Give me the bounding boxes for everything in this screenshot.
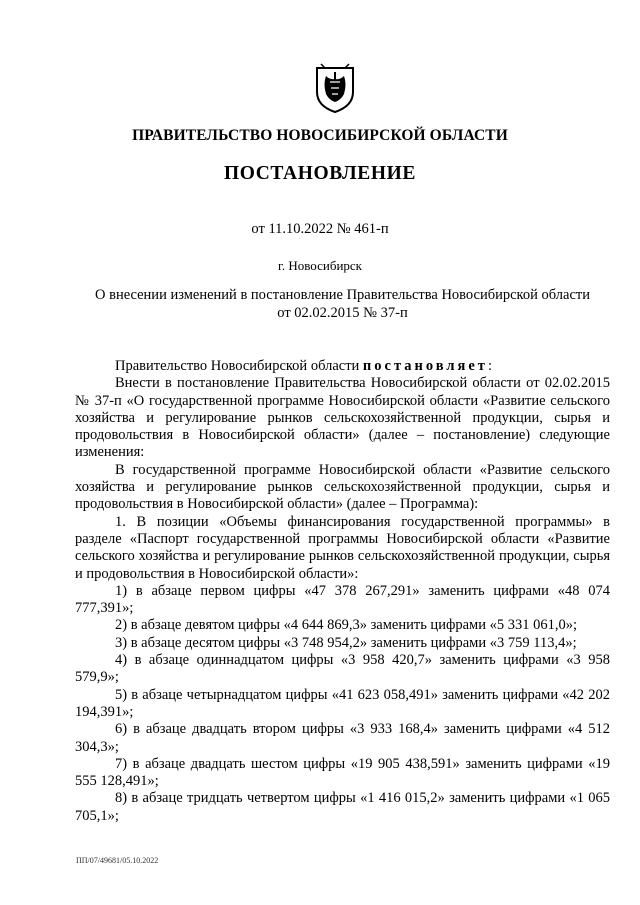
government-title: ПРАВИТЕЛЬСТВО НОВОСИБИРСКОЙ ОБЛАСТИ — [132, 127, 508, 144]
decree-word: постановляет — [362, 358, 488, 374]
intro-paragraph — [75, 358, 610, 375]
date-number-line: от 11.10.2022 № 461-п — [251, 221, 389, 237]
list-item: 3) в абзаце десятом цифры «3 748 954,2» заменить цифрами «3 759 113,4»; — [115, 634, 577, 651]
document-body — [75, 358, 610, 825]
list-item: 2) в абзаце девятом цифры «4 644 869,3» заменить цифрами «5 331 061,0»; — [115, 617, 577, 634]
intro-text: Правительство Новосибирской области — [115, 358, 360, 374]
coat-of-arms-emblem — [313, 60, 357, 114]
subject-line-1: О внесении изменений в постановление Правительства Новосибирской области — [95, 287, 590, 303]
document-type-title: ПОСТАНОВЛЕНИЕ — [223, 163, 417, 184]
list-item: 4) в абзаце одиннадцатом цифры «3 958 420,7» заменить цифрами «3 958 579,9»; — [75, 652, 610, 686]
paragraph-1: Внести в постановление Правительства Новосибирской области от 02.02.2015 № 37-п «О государственной программе Новосибирской области «Развитие сельского хозяйства и регулирование рынков сельскохозяйственной продукции, сырья и продовольствия в Новосибирской области» (далее – постановление) следующие изменения: — [75, 375, 610, 461]
footer-code: ПП/07/49681/05.10.2022 — [76, 856, 159, 865]
intro-colon: : — [487, 358, 492, 374]
list-item: 1) в абзаце первом цифры «47 378 267,291» заменить цифрами «48 074 777,391»; — [75, 582, 610, 617]
paragraph-2: В государственной программе Новосибирской области «Развитие сельского хозяйства и регулирование рынков сельскохозяйственной продукции, сырья и продовольствия в Новосибирской области» (далее – Программа): — [75, 461, 610, 513]
city-line: г. Новосибирск — [277, 258, 362, 273]
list-item: 5) в абзаце четырнадцатом цифры «41 623 058,491» заменить цифрами «42 202 194,391»; — [75, 686, 610, 720]
subject-line-2: от 02.02.2015 № 37-п — [277, 304, 408, 321]
list-item: 6) в абзаце двадцать втором цифры «3 933 168,4» заменить цифрами «4 512 304,3»; — [75, 721, 610, 755]
list-item: 8) в абзаце тридцать четвертом цифры «1 416 015,2» заменить цифрами «1 065 705,1»; — [75, 790, 610, 824]
paragraph-3: 1. В позиции «Объемы финансирования государственной программы» в разделе «Паспорт государственной программы Новосибирской области «Развитие сельского хозяйства и регулирование рынков сельскохозяйственной продукции, сырья и продовольствия в Новосибирской области»: — [75, 513, 610, 582]
document-subject — [80, 287, 605, 322]
list-item: 7) в абзаце двадцать шестом цифры «19 905 438,591» заменить цифрами «19 555 128,491»; — [75, 755, 610, 790]
